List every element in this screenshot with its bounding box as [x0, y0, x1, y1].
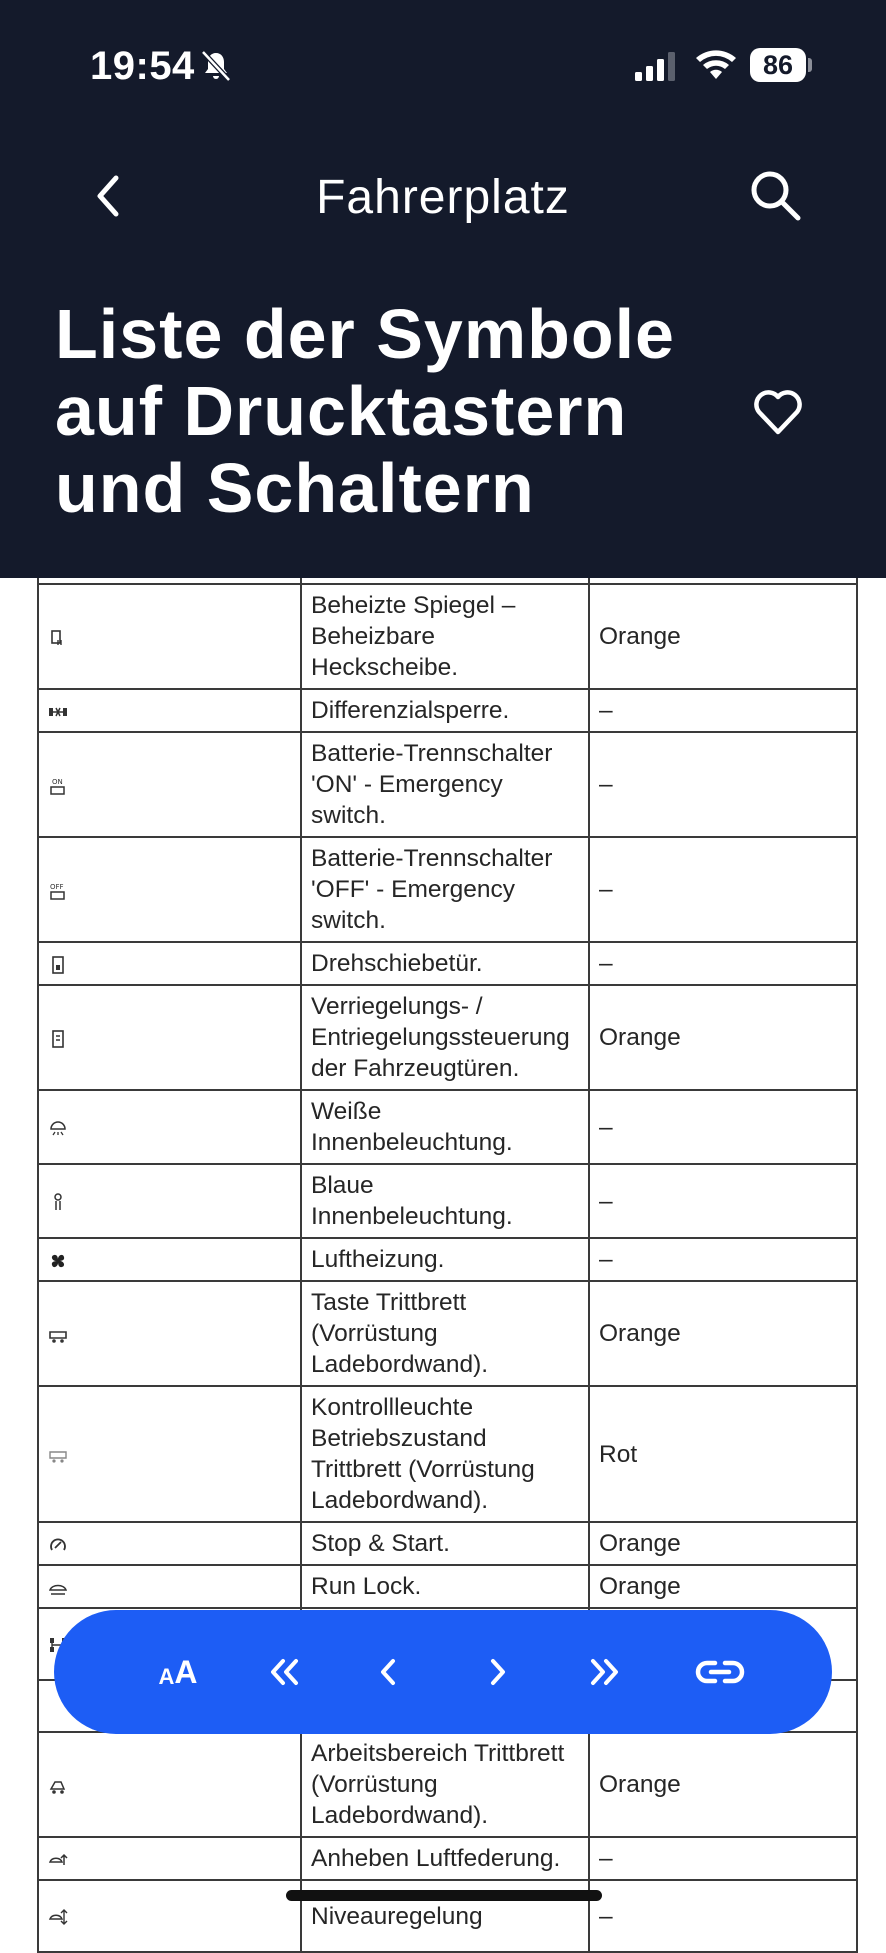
table-row	[38, 732, 857, 837]
color-cell: –	[589, 1837, 857, 1880]
battery-indicator: 86	[750, 48, 806, 82]
nav-title: Fahrerplatz	[316, 171, 570, 224]
color-cell: Orange	[589, 1732, 857, 1837]
font-size-button[interactable]	[150, 1644, 206, 1700]
page-title: Liste der Symbole auf Drucktastern und Schaltern	[55, 295, 675, 527]
next-button[interactable]	[469, 1644, 525, 1700]
table-row	[38, 942, 857, 985]
svg-text:OFF: OFF	[50, 882, 64, 891]
color-cell: –	[589, 1238, 857, 1281]
description-cell: Luftheizung.	[301, 1238, 589, 1281]
table-row	[38, 1565, 857, 1608]
battery-cap	[808, 58, 812, 72]
step-status-icon	[48, 1445, 68, 1465]
table-row	[38, 1238, 857, 1281]
color-cell: Orange	[589, 1565, 857, 1608]
level-control-icon	[48, 1907, 68, 1927]
description-cell: Blaue Innenbeleuchtung.	[301, 1164, 589, 1238]
description-cell: Weiße Innenbeleuchtung.	[301, 1090, 589, 1164]
font-size-big-label: A	[174, 1653, 198, 1690]
fan-icon	[48, 1251, 68, 1271]
description-cell: Batterie-Trennschalter 'OFF' - Emergency switch.	[301, 837, 589, 942]
step-button-icon	[48, 1325, 68, 1345]
description-cell: Drehschiebetür.	[301, 942, 589, 985]
symbols-table	[37, 556, 848, 1953]
color-cell: Orange	[589, 1281, 857, 1386]
color-cell: –	[589, 1880, 857, 1952]
color-cell: Orange	[589, 985, 857, 1090]
color-cell: –	[589, 1164, 857, 1238]
link-button[interactable]	[688, 1644, 752, 1700]
differential-lock-icon	[48, 702, 68, 722]
color-cell: Rot	[589, 1386, 857, 1522]
heated-mirror-icon	[48, 628, 68, 648]
table-row	[38, 1837, 857, 1880]
stop-start-icon	[48, 1535, 68, 1555]
table-row	[38, 584, 857, 689]
color-cell: –	[589, 732, 857, 837]
double-chevron-left-icon	[266, 1654, 302, 1690]
table-row	[38, 1090, 857, 1164]
color-cell: Orange	[589, 1522, 857, 1565]
description-cell: Run Lock.	[301, 1565, 589, 1608]
search-icon[interactable]	[748, 168, 804, 224]
svg-text:ON: ON	[52, 777, 63, 786]
bell-muted-icon	[198, 48, 234, 84]
previous-button[interactable]	[361, 1644, 417, 1700]
interior-light-white-icon	[48, 1118, 68, 1138]
description-cell: Kontrollleuchte Betriebszustand Trittbrett (Vorrüstung Ladebordwand).	[301, 1386, 589, 1522]
table-row	[38, 1522, 857, 1565]
step-work-area-icon	[48, 1776, 68, 1796]
raise-air-suspension-icon	[48, 1850, 68, 1870]
battery-switch-on-icon	[48, 776, 68, 796]
table-row	[38, 985, 857, 1090]
description-cell: Beheizte Spiegel – Beheizbare Heckscheibe.	[301, 584, 589, 689]
description-cell: Batterie-Trennschalter 'ON' - Emergency switch.	[301, 732, 589, 837]
color-cell: –	[589, 837, 857, 942]
app-header	[0, 0, 886, 578]
color-cell: –	[589, 1090, 857, 1164]
last-page-button[interactable]	[577, 1644, 633, 1700]
link-icon	[695, 1654, 745, 1690]
table-row	[38, 1386, 857, 1522]
description-cell: Stop & Start.	[301, 1522, 589, 1565]
interior-light-blue-icon	[48, 1192, 68, 1212]
table-row	[38, 1164, 857, 1238]
table-row	[38, 689, 857, 732]
favorite-heart-icon[interactable]	[752, 388, 804, 436]
battery-switch-off-icon	[48, 881, 68, 901]
chevron-left-icon	[371, 1654, 407, 1690]
color-cell: –	[589, 689, 857, 732]
run-lock-icon	[48, 1578, 68, 1598]
font-size-small-label: A	[158, 1664, 175, 1689]
first-page-button[interactable]	[256, 1644, 312, 1700]
double-chevron-right-icon	[587, 1654, 623, 1690]
home-indicator	[286, 1890, 602, 1901]
table-row	[38, 1732, 857, 1837]
reader-toolbar	[54, 1610, 832, 1734]
description-cell: Niveauregelung	[301, 1880, 589, 1952]
sliding-door-icon	[48, 955, 68, 975]
door-lock-icon	[48, 1029, 68, 1049]
description-cell: Arbeitsbereich Trittbrett (Vorrüstung Ladebordwand).	[301, 1732, 589, 1837]
description-cell: Differenzialsperre.	[301, 689, 589, 732]
table-row	[38, 1281, 857, 1386]
description-cell: Anheben Luftfederung.	[301, 1837, 589, 1880]
chevron-right-icon	[479, 1654, 515, 1690]
cell-signal-icon	[634, 50, 676, 82]
color-cell: –	[589, 942, 857, 985]
color-cell: Orange	[589, 584, 857, 689]
description-cell: Verriegelungs- / Entriegelungssteuerung der Fahrzeugtüren.	[301, 985, 589, 1090]
wifi-icon	[694, 46, 738, 82]
table-row	[38, 837, 857, 942]
status-time: 19:54	[90, 44, 195, 88]
description-cell: Taste Trittbrett (Vorrüstung Ladebordwand).	[301, 1281, 589, 1386]
